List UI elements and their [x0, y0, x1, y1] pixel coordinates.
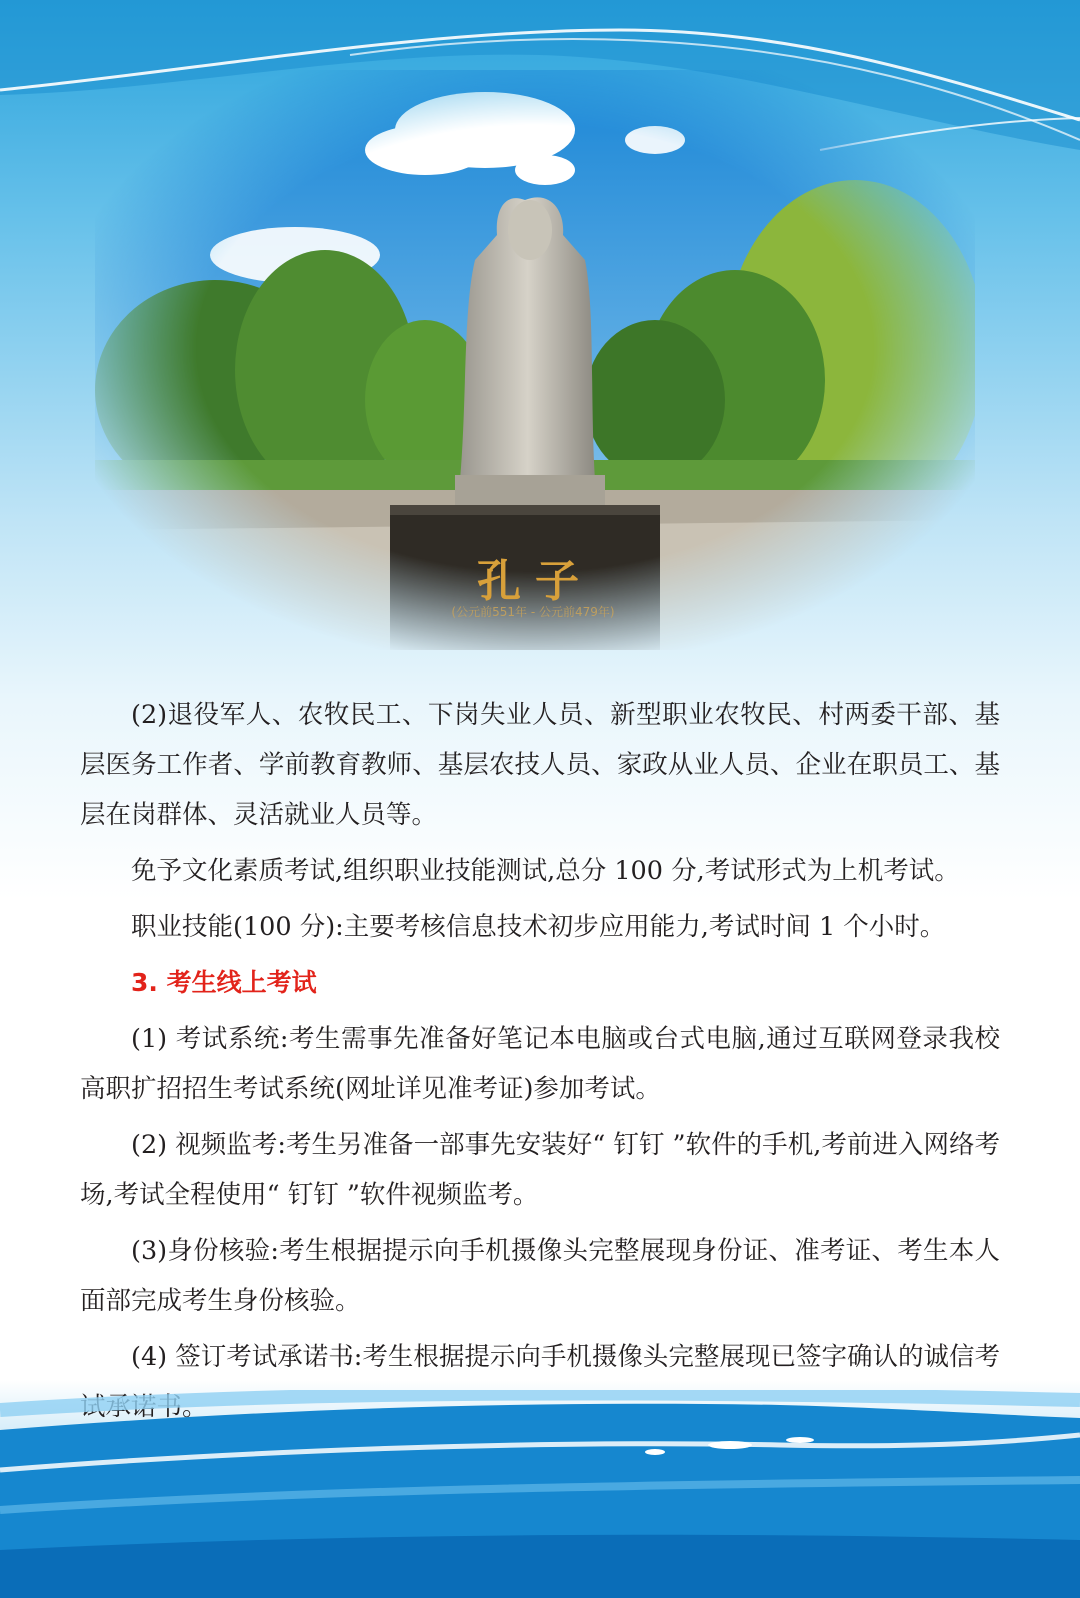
paragraph-identity-verification: (3)身份核验:考生根据提示向手机摄像头完整展现身份证、准考证、考生本人面部完成考生身份核验。: [80, 1236, 1000, 1316]
section-heading-online-exam: 3. 考生线上考试: [131, 968, 317, 997]
statue-plaque-title: 孔子: [477, 556, 593, 607]
paragraph-integrity-pledge: (4) 签订考试承诺书:考生根据提示向手机摄像头完整展现已签字确认的诚信考试承诺书。: [80, 1342, 1000, 1422]
paragraph-skill-test: 职业技能(100 分):主要考核信息技术初步应用能力,考试时间 1 个小时。: [131, 912, 946, 942]
paragraph-video-proctoring: (2) 视频监考:考生另准备一部事先安装好“ 钉钉 ”软件的手机,考前进入网络考场,考试全程使用“ 钉钉 ”软件视频监考。: [80, 1130, 1000, 1210]
statue-plaque-dates: (公元前551年 - 公元前479年): [451, 605, 615, 619]
paragraph-retired-groups: (2)退役军人、农牧民工、下岗失业人员、新型职业农牧民、村两委干部、基层医务工作者、学前教育教师、基层农技人员、家政从业人员、企业在职员工、基层在岗群体、灵活就业人员等。: [80, 700, 1000, 830]
paragraph-exam-system: (1) 考试系统:考生需事先准备好笔记本电脑或台式电脑,通过互联网登录我校高职扩招招生考试系统(网址详见准考证)参加考试。: [80, 1024, 1000, 1104]
paragraph-exam-exemption: 免予文化素质考试,组织职业技能测试,总分 100 分,考试形式为上机考试。: [131, 856, 960, 886]
bottom-wave-decoration: [0, 1390, 1080, 1598]
main-content: [80, 690, 1000, 1432]
